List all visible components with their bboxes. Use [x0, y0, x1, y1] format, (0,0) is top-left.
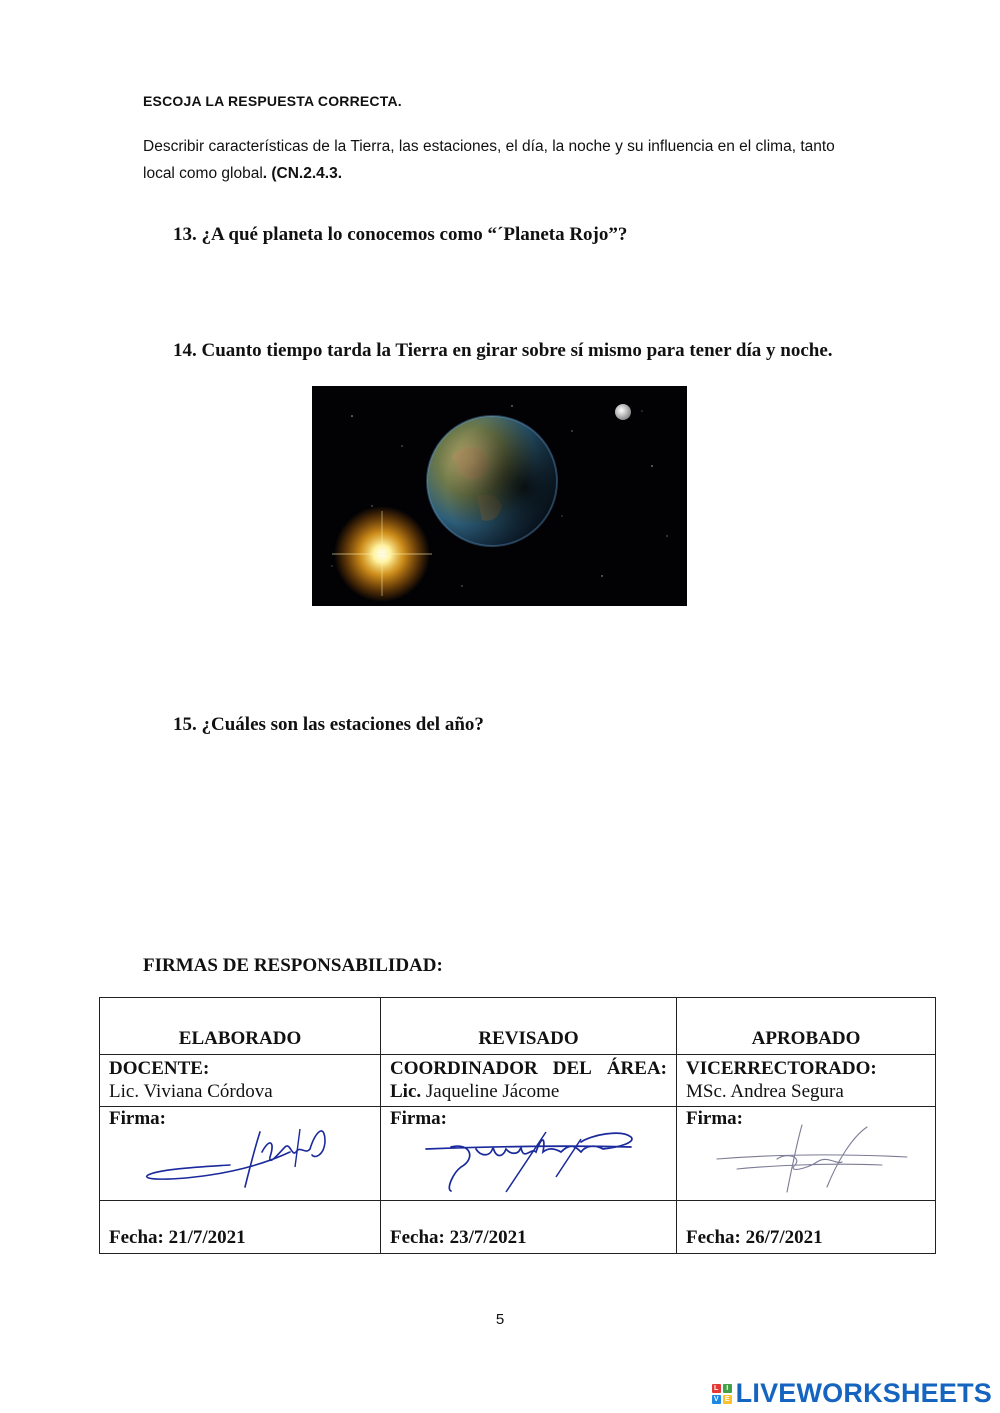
signature-elaborado: [100, 1107, 381, 1199]
cell-vicerrectorado: [677, 1055, 936, 1107]
name-coordinador-line: [390, 1080, 667, 1103]
brand-letter-v: V: [712, 1395, 721, 1404]
cell-firma-elaborado: [100, 1107, 381, 1201]
header-revisado: REVISADO: [381, 998, 677, 1055]
role-coordinador-word-1: COORDINADOR: [390, 1058, 538, 1079]
curriculum-code: . (CN.2.4.3.: [262, 165, 343, 182]
question-14: 14. Cuanto tiempo tarda la Tierra en girar sobre sí mismo para tener día y noche.: [173, 340, 833, 361]
date-revisado: Fecha: 23/7/2021: [381, 1201, 677, 1254]
role-coordinador: [390, 1057, 667, 1080]
cell-firma-aprobado: [677, 1107, 936, 1201]
signatures-role-row: [100, 1055, 936, 1107]
name-vicerrectorado: MSc. Andrea Segura: [686, 1081, 844, 1102]
title-prefix-coordinador: Lic.: [390, 1081, 422, 1102]
role-docente: DOCENTE:: [109, 1058, 210, 1079]
brand-letter-i: I: [723, 1384, 732, 1393]
name-docente: Lic. Viviana Córdova: [109, 1081, 273, 1102]
date-elaborado: Fecha: 21/7/2021: [100, 1201, 381, 1254]
signature-revisado: [381, 1107, 677, 1199]
cell-coordinador: [381, 1055, 677, 1107]
signatures-table: [99, 997, 936, 1254]
name-coordinador: Jaqueline Jácome: [425, 1081, 560, 1102]
brand-letter-l: L: [712, 1384, 721, 1393]
signature-aprobado: [677, 1107, 936, 1199]
header-elaborado: ELABORADO: [100, 998, 381, 1055]
header-aprobado: APROBADO: [677, 998, 936, 1055]
firma-label-elaborado: Firma:: [109, 1108, 166, 1129]
question-15: 15. ¿Cuáles son las estaciones del año?: [173, 714, 484, 735]
role-coordinador-word-2: DEL: [552, 1058, 592, 1079]
page-number: 5: [495, 1311, 505, 1328]
firma-label-aprobado: Firma:: [686, 1108, 743, 1129]
role-vicerrectorado: VICERRECTORADO:: [686, 1058, 877, 1079]
question-13: 13. ¿A qué planeta lo conocemos como “´Planeta Rojo”?: [173, 224, 628, 245]
role-coordinador-word-3: ÁREA:: [606, 1058, 667, 1079]
signatures-heading: FIRMAS DE RESPONSABILIDAD:: [143, 955, 443, 976]
signatures-date-row: [100, 1201, 936, 1254]
brand-text: LIVEWORKSHEETS: [735, 1378, 992, 1408]
instructions-text: Describir características de la Tierra, las estaciones, el día, la noche y su influencia en el clima, tanto local como global: [143, 138, 835, 182]
instructions-description: [143, 133, 863, 187]
cell-firma-revisado: [381, 1107, 677, 1201]
signatures-header-row: [100, 998, 936, 1055]
instructions-title: ESCOJA LA RESPUESTA CORRECTA.: [143, 93, 402, 109]
date-aprobado: Fecha: 26/7/2021: [677, 1201, 936, 1254]
earth-sun-moon-image: [312, 386, 687, 606]
brand-logo-icon: [712, 1384, 732, 1404]
firma-label-revisado: Firma:: [390, 1108, 447, 1129]
cell-docente: [100, 1055, 381, 1107]
signatures-sign-row: [100, 1107, 936, 1201]
brand-letter-e: E: [723, 1395, 732, 1404]
liveworksheets-brand: [712, 1378, 992, 1409]
